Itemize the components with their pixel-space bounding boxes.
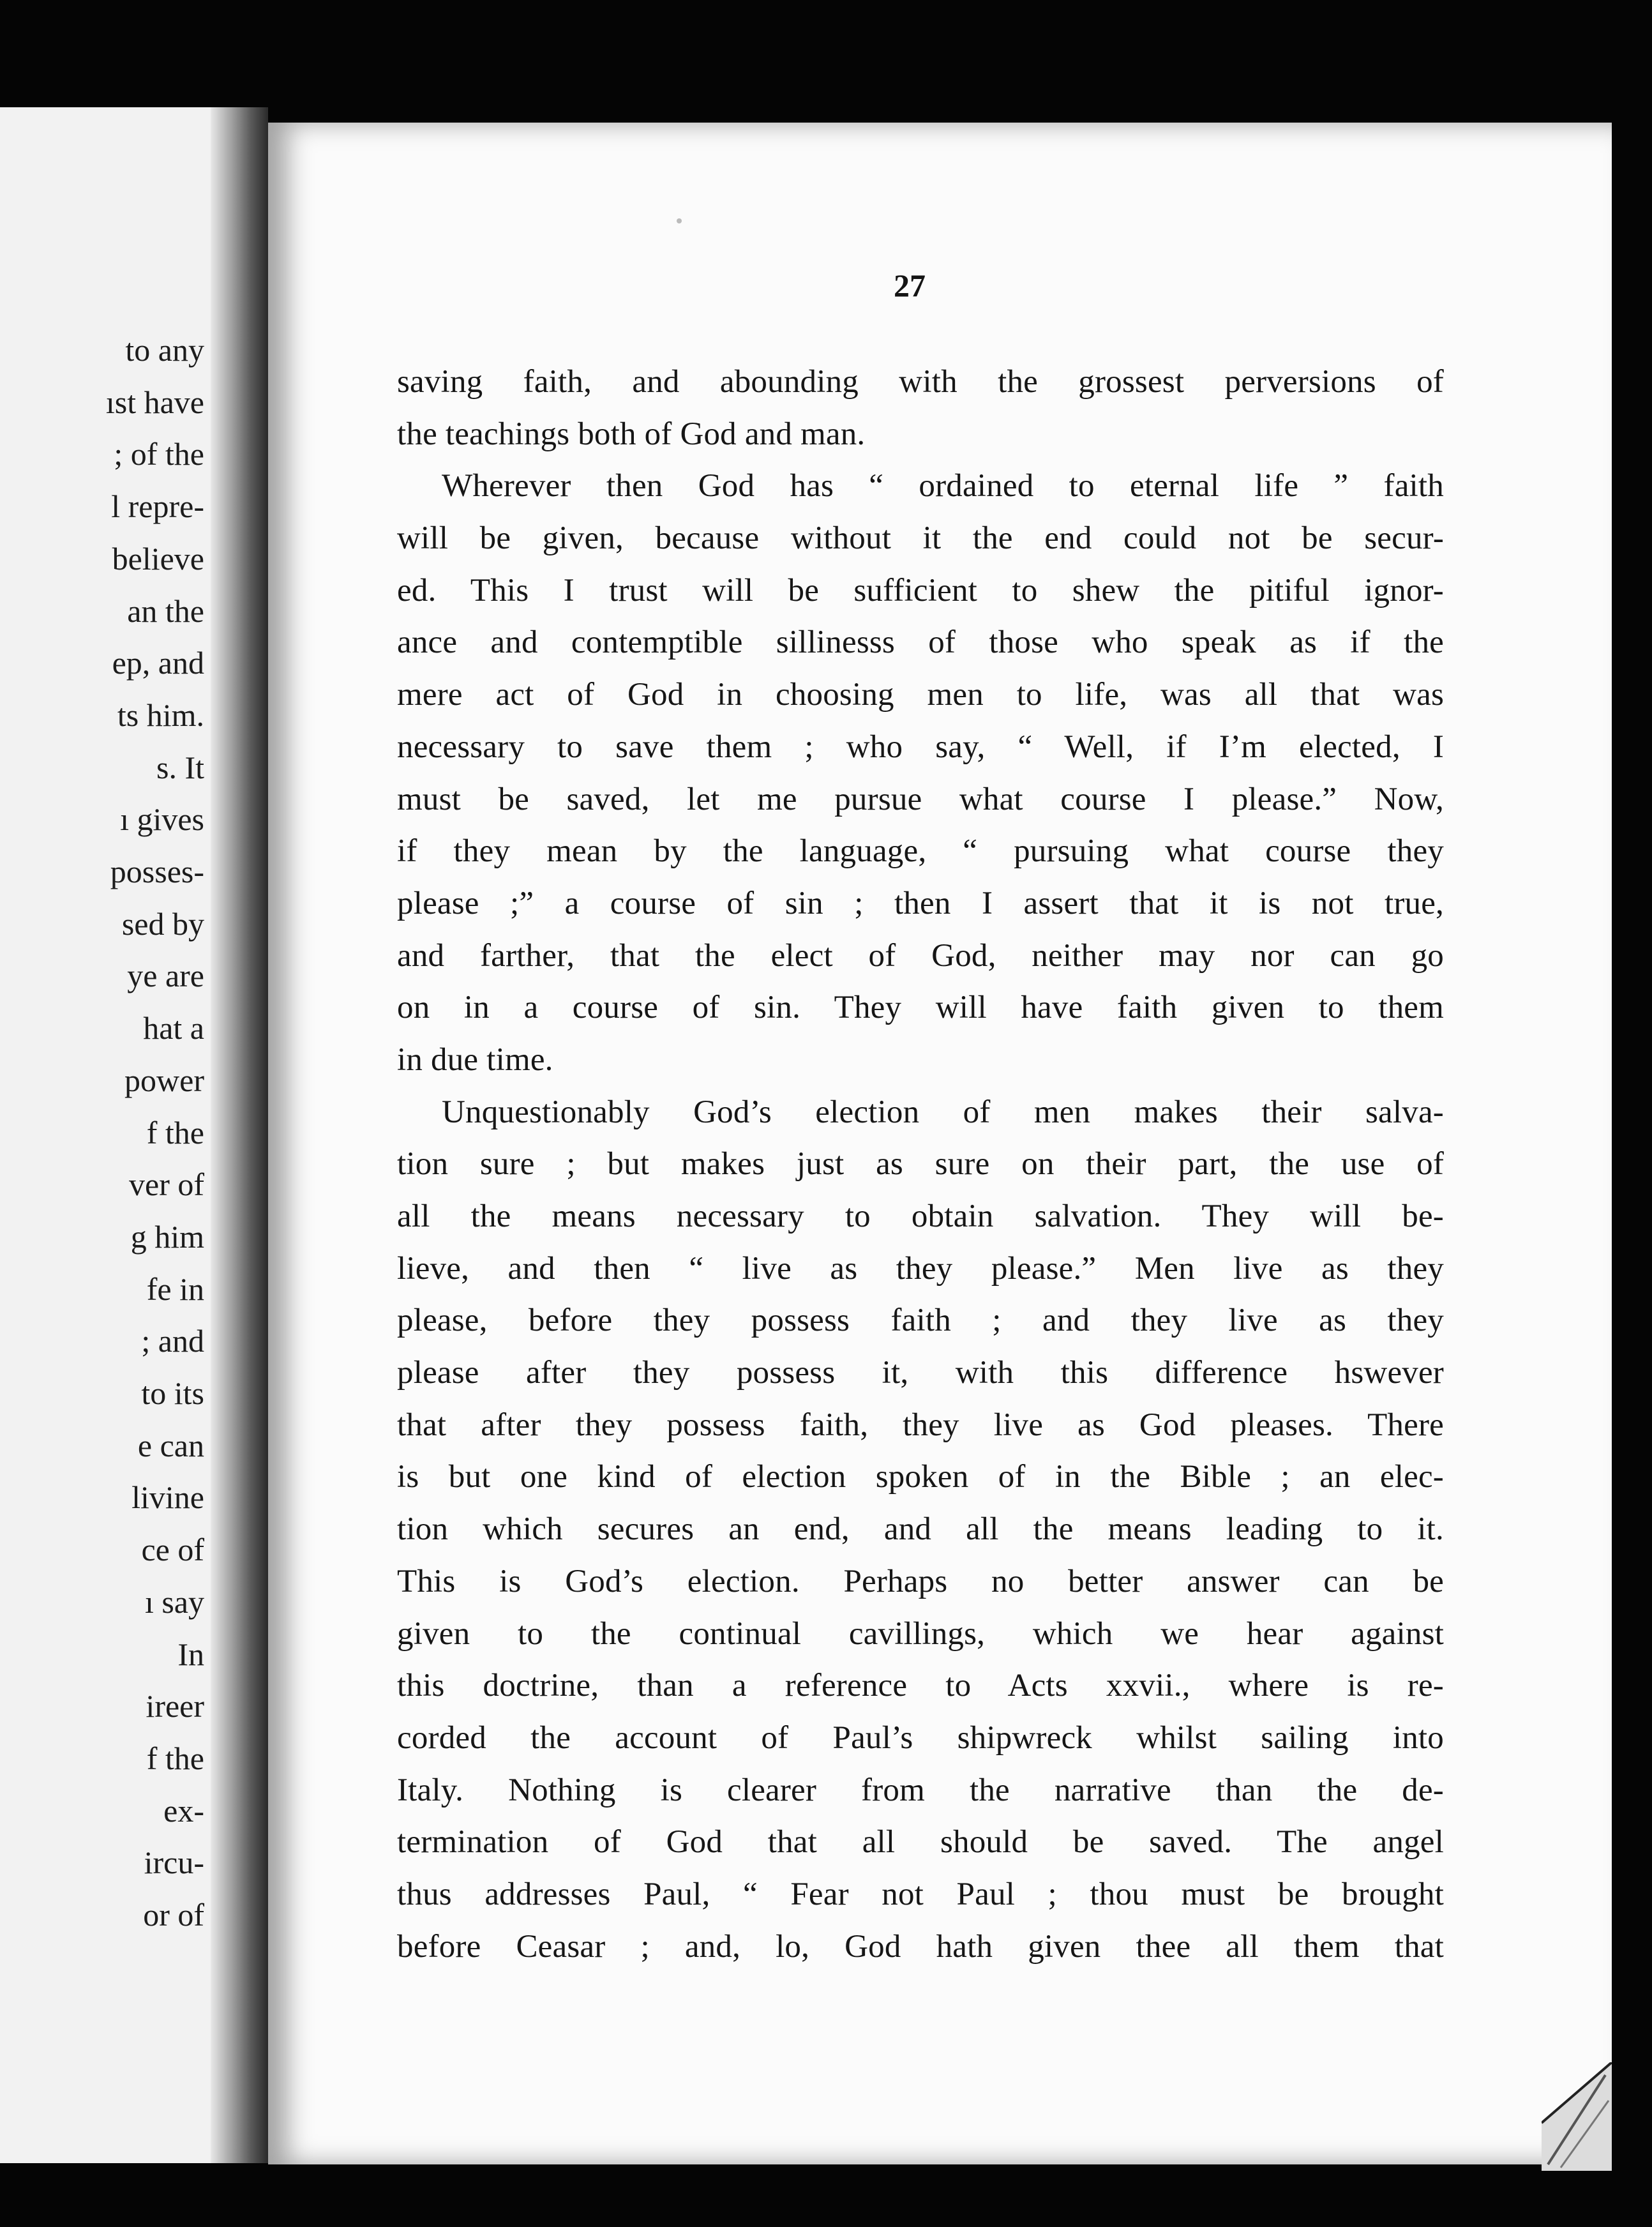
facing-line: l repre- <box>111 488 204 525</box>
facing-line: ireer <box>146 1688 204 1725</box>
facing-line: f the <box>146 1740 204 1776</box>
text-line: all the means necessary to obtain salvation. They will be- <box>397 1198 1444 1234</box>
text-line: termination of God that all should be saved. The angel <box>397 1824 1444 1861</box>
facing-line: ep, and <box>112 645 204 681</box>
text-line: please, before they possess faith ; and they live as they <box>397 1302 1444 1339</box>
text-line: Wherever then God has “ ordained to eternal life ” faith <box>442 468 1444 504</box>
facing-line: ; and <box>141 1323 204 1359</box>
facing-line: f the <box>146 1114 204 1151</box>
facing-line: believe <box>112 540 204 577</box>
facing-line: s. It <box>156 749 204 785</box>
facing-line: power <box>124 1062 204 1098</box>
text-line: Unquestionably God’s election of men makes their salva- <box>442 1094 1444 1130</box>
paper-speck <box>677 218 682 223</box>
text-line: tion sure ; but makes just as sure on their part, the use of <box>397 1146 1444 1182</box>
text-line: corded the account of Paul’s shipwreck whilst sailing into <box>397 1719 1444 1756</box>
text-line: is but one kind of election spoken of in the Bible ; an elec- <box>397 1459 1444 1495</box>
text-line: and farther, that the elect of God, neither may nor can go <box>397 937 1444 974</box>
text-line: This is God’s election. Perhaps no better answer can be <box>397 1563 1444 1599</box>
facing-line: ıst have <box>105 384 204 420</box>
facing-line: ex- <box>163 1792 204 1829</box>
facing-line: e can <box>137 1427 204 1463</box>
text-line: on in a course of sin. They will have faith given to them <box>397 990 1444 1026</box>
text-line: thus addresses Paul, “ Fear not Paul ; thou must be brought <box>397 1876 1444 1912</box>
folded-corner <box>1542 2062 1612 2171</box>
facing-line: to its <box>141 1375 204 1412</box>
text-line: lieve, and then “ live as they please.” Men live as they <box>397 1250 1444 1287</box>
text-line: before Ceasar ; and, lo, God hath given thee all them that <box>397 1928 1444 1965</box>
facing-page <box>0 107 268 2163</box>
text-line: necessary to save them ; who say, “ Well, if I’m elected, I <box>397 728 1444 765</box>
facing-line: ı gives <box>120 801 204 838</box>
page-number: 27 <box>894 268 926 303</box>
text-line: will be given, because without it the end could not be secur- <box>397 520 1444 557</box>
facing-line: livine <box>131 1479 204 1516</box>
facing-line: ircu- <box>144 1845 204 1881</box>
text-line: please ;” a course of sin ; then I assert that it is not true, <box>397 885 1444 921</box>
text-line: saving faith, and abounding with the grossest perversions of <box>397 364 1444 400</box>
facing-line: to any <box>125 332 204 368</box>
text-line: mere act of God in choosing men to life, was all that was <box>397 677 1444 713</box>
text-line: tion which secures an end, and all the means leading to it. <box>397 1511 1444 1548</box>
facing-line: ce of <box>141 1532 204 1568</box>
text-line: the teachings both of God and man. <box>397 416 866 452</box>
text-line: must be saved, let me pursue what course I please.” Now, <box>397 781 1444 817</box>
facing-line: g him <box>130 1218 204 1255</box>
body-text <box>397 356 1444 1973</box>
facing-line: ye are <box>127 958 204 994</box>
facing-line: ts him. <box>117 697 204 733</box>
text-line: please after they possess it, with this difference hswever <box>397 1355 1444 1391</box>
facing-line: fe in <box>146 1271 204 1307</box>
facing-line: posses- <box>110 854 204 890</box>
facing-line: ver of <box>129 1166 204 1203</box>
facing-line: an the <box>127 593 204 629</box>
text-line: ance and contemptible sillinesss of those who speak as if the <box>397 624 1444 661</box>
facing-line: or of <box>143 1897 204 1933</box>
text-line: Italy. Nothing is clearer from the narrative than the de- <box>397 1772 1444 1808</box>
facing-line: ı say <box>144 1583 204 1620</box>
facing-line: In <box>177 1636 204 1672</box>
text-line: ed. This I trust will be sufficient to shew the pitiful ignor- <box>397 572 1444 608</box>
text-line: this doctrine, than a reference to Acts xxvii., where is re- <box>397 1668 1444 1704</box>
facing-line: ; of the <box>114 436 204 472</box>
text-line: in due time. <box>397 1041 553 1078</box>
facing-page-text <box>106 324 204 1942</box>
text-line: that after they possess faith, they live as God pleases. There <box>397 1407 1444 1443</box>
facing-line: sed by <box>121 905 204 942</box>
book-gutter <box>211 107 268 2163</box>
text-line: given to the continual cavillings, which we hear against <box>397 1615 1444 1652</box>
facing-line: hat a <box>143 1010 204 1046</box>
text-line: if they mean by the language, “ pursuing what course they <box>397 833 1444 870</box>
